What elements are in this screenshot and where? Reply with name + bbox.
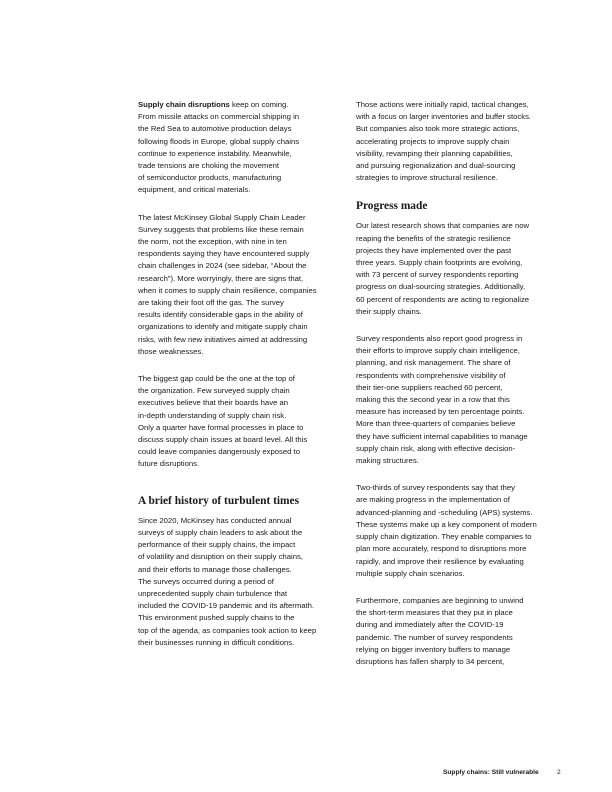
intro-paragraph-text: keep on coming. From missile attacks on commercial shipping in the Red Sea to automotive production delays following floods in Europe, global supply chains continue to experience instability. Meanwhile, trade tensions are choking the movement of semiconductor products, manufacturing equipment, and critical materials. bbox=[138, 100, 300, 195]
page-number: 2 bbox=[557, 769, 561, 776]
board-gap-paragraph: The biggest gap could be the one at the top of the organization. Few surveyed supply chain executives believe that their boards have an in-depth understanding of supply chain risk. Only a quarter have formal processes in place to discuss supply chain issues at board level. All this could leave companies dangerously exposed to future disruptions. bbox=[138, 374, 308, 469]
inventory-paragraph: Furthermore, companies are beginning to unwind the short-term measures that they put in place during and immediately after the COVID-19 pandemic. The number of survey respondents relying on bigger inventory buffers to manage disruptions has fallen sharply to 34 percent, bbox=[356, 595, 524, 666]
progress-paragraph: Our latest research shows that companies are now reaping the benefits of the strategic resilience projects they have implemented over the past three years. Supply chain footprints are evolving, with 73 percent of survey respondents reporting progress on dual-sourcing strategies. Additionally, 60 percent of respondents are acting to regionalize their supply chains. bbox=[356, 221, 530, 316]
lead-in-text: Supply chain disruptions bbox=[138, 100, 230, 109]
history-paragraph: Since 2020, McKinsey has conducted annual surveys of supply chain leaders to ask about the performance of their supply chains, the impact of volatility and disruption on their supply chains, and their efforts to manage those challenges. The surveys occurred during a period of unprecedented supply chain turbulence that included the COVID-19 pandemic and its aftermath. This environment pushed supply chains to the top of the agenda, as companies took action to keep their businesses running in difficult conditions. bbox=[138, 515, 317, 647]
page-footer bbox=[443, 769, 561, 777]
aps-paragraph: Two-thirds of survey respondents say that they are making progress in the implementation of advanced-planning and -scheduling (APS) systems. These systems make up a key component of modern supply chain digitization. They enable companies to plan more accurately, respond to disruptions more rapidly, and improve their resilience by evaluating multiple supply chain scenarios. bbox=[356, 483, 537, 578]
section-heading-history: A brief history of turbulent times bbox=[138, 494, 300, 507]
survey-paragraph: The latest McKinsey Global Supply Chain Leader Survey suggests that problems like these remain the norm, not the exception, with nine in ten respondents saying they have encountered supply chain challenges in 2024 (see sidebar, “About the research”). More worryingly, there are signs that, when it comes to supply chain resilience, companies are taking their foot off the gas. The survey results identify considerable gaps in the ability of organizations to identify and mitigate supply chain risks, with few new initiatives aimed at addressing those weaknesses. bbox=[138, 212, 317, 356]
visibility-paragraph: Survey respondents also report good progress in their efforts to improve supply chain intelligence, planning, and risk management. The share of respondents with comprehensive visibility of their tier-one suppliers reached 60 percent, making this the second year in a row that this measure has increased by ten percentage points. More than three-quarters of companies believe they have sufficient internal capabilities to manage supply chain risk, along with effective decision- making structures. bbox=[356, 334, 528, 466]
left-column bbox=[138, 99, 338, 664]
intro-paragraph bbox=[138, 99, 338, 197]
footer-title: Supply chains: Still vulnerable bbox=[443, 769, 539, 776]
right-column bbox=[356, 99, 556, 683]
section-heading-progress: Progress made bbox=[356, 200, 428, 213]
actions-paragraph: Those actions were initially rapid, tactical changes, with a focus on larger inventories and buffer stocks. But companies also took more strategic actions, accelerating projects to improve supply chain visibility, revamping their planning capabilities, and pursuing regionalization and dual-sourcing strategies to improve structural resilience. bbox=[356, 100, 532, 183]
